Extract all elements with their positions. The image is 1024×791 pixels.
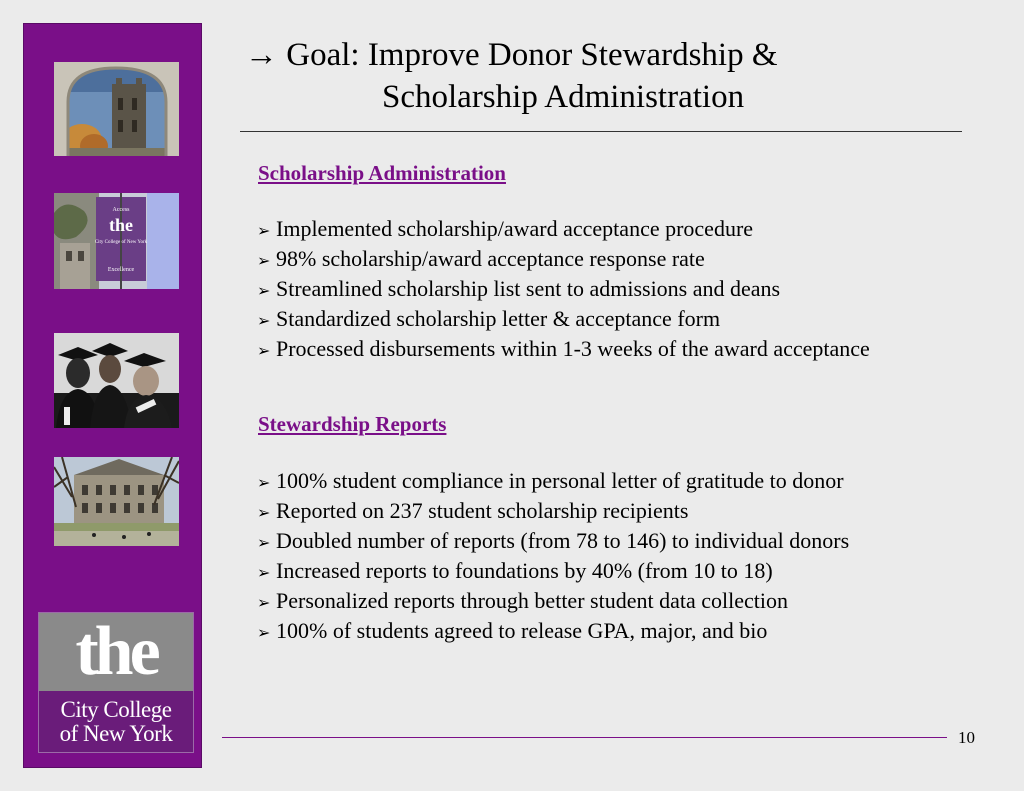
bullet-arrow-icon: ➢ — [257, 533, 271, 552]
list-item: ➢ 98% scholarship/award acceptance response rate — [257, 245, 870, 275]
banner-text-top: Access — [112, 207, 130, 213]
section-heading-scholarship-administration: Scholarship Administration — [258, 161, 506, 185]
graduates-photo — [54, 333, 179, 428]
bullet-arrow-icon: ➢ — [257, 503, 271, 522]
bullet-arrow-icon: ➢ — [257, 623, 271, 642]
banner-text-sub: City College of New York — [94, 240, 148, 245]
campus-gothic-arch-photo — [54, 62, 179, 156]
list-item: ➢ Processed disbursements within 1-3 weeks of the award acceptance — [257, 335, 870, 365]
bullet-arrow-icon: ➢ — [257, 473, 271, 492]
list-item: ➢ Standardized scholarship letter & acceptance form — [257, 305, 870, 335]
bullet-arrow-icon: ➢ — [257, 311, 271, 330]
list-item: ➢ 100% of students agreed to release GPA, major, and bio — [257, 617, 849, 647]
footer-divider — [222, 737, 947, 738]
slide-title — [245, 34, 778, 118]
title-divider — [240, 131, 962, 132]
list-item: ➢ Increased reports to foundations by 40% (from 10 to 18) — [257, 557, 849, 587]
title-line1-text: Goal: Improve Donor Stewardship & — [286, 37, 778, 73]
city-college-logo — [38, 612, 194, 753]
logo-line-new-york: of New York — [59, 721, 173, 746]
bullet-arrow-icon: ➢ — [257, 563, 271, 582]
slide-title-line1 — [245, 34, 778, 76]
bullet-arrow-icon: ➢ — [257, 281, 271, 300]
bullet-arrow-icon: ➢ — [257, 341, 271, 360]
campus-banner-photo — [54, 193, 179, 289]
section-heading-stewardship-reports: Stewardship Reports — [258, 412, 447, 436]
bullet-arrow-icon: ➢ — [257, 251, 271, 270]
page-number: 10 — [958, 728, 975, 747]
banner-text-the: the — [109, 215, 133, 235]
bullet-arrow-icon: ➢ — [257, 593, 271, 612]
bullet-arrow-icon: ➢ — [257, 221, 271, 240]
logo-the-word: the — [39, 613, 193, 691]
list-item: ➢ Doubled number of reports (from 78 to 146) to individual donors — [257, 527, 849, 557]
list-item: ➢ Reported on 237 student scholarship recipients — [257, 497, 849, 527]
slide-title-line2: Scholarship Administration — [382, 79, 745, 115]
campus-quad-photo — [54, 457, 179, 546]
logo-line-city-college: City College — [60, 697, 172, 722]
stewardship-reports-list — [257, 467, 849, 647]
title-arrow-icon: → — [245, 37, 278, 73]
list-item: ➢ Streamlined scholarship list sent to admissions and deans — [257, 275, 870, 305]
list-item: ➢ 100% student compliance in personal letter of gratitude to donor — [257, 467, 849, 497]
list-item: ➢ Personalized reports through better student data collection — [257, 587, 849, 617]
banner-text-bottom: Excellence — [107, 267, 135, 273]
list-item: ➢ Implemented scholarship/award acceptance procedure — [257, 215, 870, 245]
scholarship-administration-list — [257, 215, 870, 365]
